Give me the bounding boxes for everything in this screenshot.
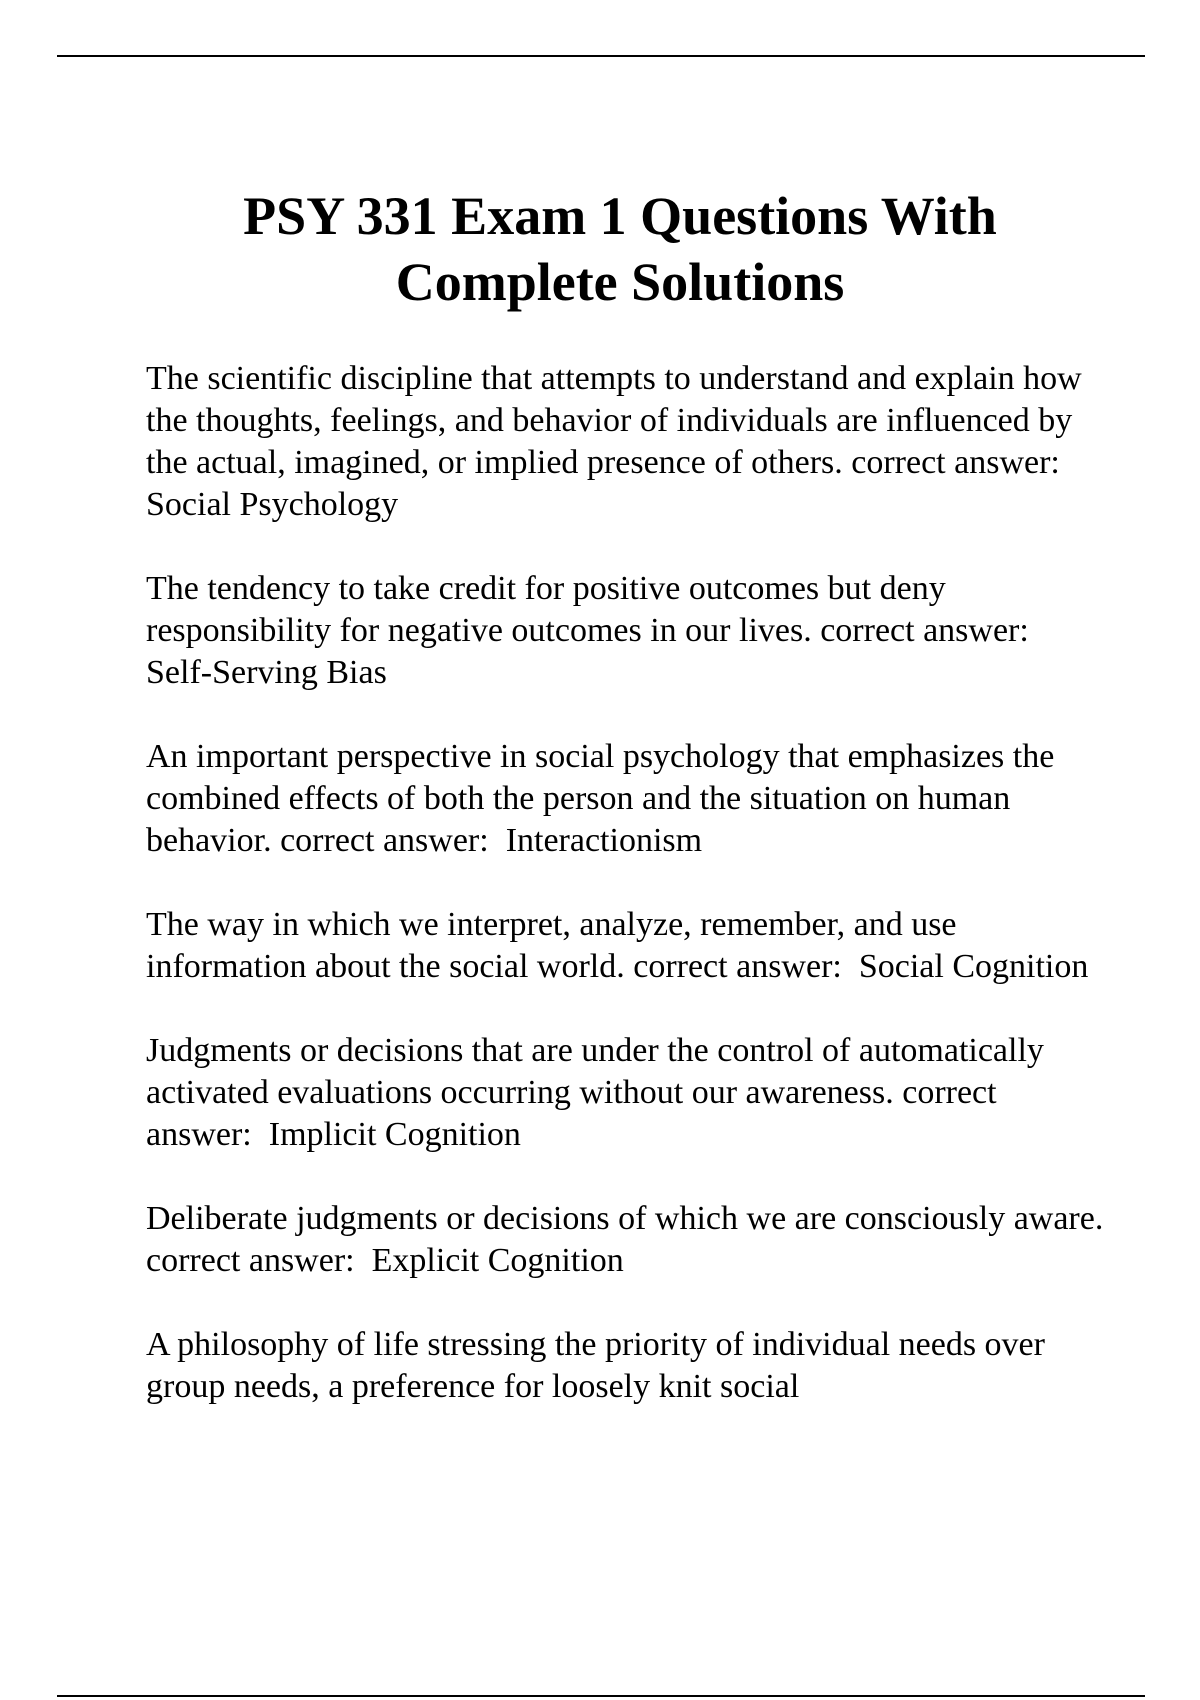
answer-label: correct answer: xyxy=(624,948,859,985)
question-text: Deliberate judgments or decisions of which we are consciously aware. xyxy=(146,1200,1104,1237)
title-line-1: PSY 331 Exam 1 Questions With xyxy=(243,186,997,246)
answer-text: Interactionism xyxy=(505,822,703,859)
answer-text: Social Cognition xyxy=(858,948,1089,985)
question-text: A philosophy of life stressing the priority of individual needs over group needs, a preference for loosely knit social xyxy=(146,1326,1054,1405)
qa-entry xyxy=(146,1324,1106,1408)
qa-entry xyxy=(146,736,1106,862)
answer-label: correct answer: xyxy=(271,822,506,859)
qa-entry xyxy=(146,358,1106,526)
answer-label: correct answer: xyxy=(811,612,1046,649)
title-line-2: Complete Solutions xyxy=(395,252,845,312)
qa-entry xyxy=(146,1030,1106,1156)
page-title xyxy=(100,183,1140,315)
answer-text: Self-Serving Bias xyxy=(146,654,387,691)
answer-label: correct answer: xyxy=(842,444,1077,481)
answer-text: Implicit Cognition xyxy=(268,1116,521,1153)
answer-label: correct answer: xyxy=(146,1200,1112,1279)
question-text: The tendency to take credit for positive outcomes but deny responsibility for negative outcomes in our lives. xyxy=(146,570,955,649)
footer-rule xyxy=(57,1695,1145,1697)
question-text: The way in which we interpret, analyze, remember, and use information about the social world. xyxy=(146,906,966,985)
answer-text: Explicit Cognition xyxy=(371,1242,624,1279)
qa-entry xyxy=(146,904,1106,988)
header-rule xyxy=(57,55,1145,57)
question-list xyxy=(146,358,1112,1450)
answer-label: correct answer: xyxy=(146,1074,1006,1153)
question-text: An important perspective in social psychology that emphasizes the combined effects of both the person and the situation on human behavior. xyxy=(146,738,1063,859)
question-text: The scientific discipline that attempts to understand and explain how the thoughts, feelings, and behavior of individuals are influenced by the actual, imagined, or implied presence of others. xyxy=(146,360,1091,481)
qa-entry xyxy=(146,568,1106,694)
answer-text: Social Psychology xyxy=(146,486,399,523)
qa-entry xyxy=(146,1198,1112,1282)
question-text: Judgments or decisions that are under the control of automatically activated evaluations occurring without our awareness. xyxy=(146,1032,1053,1111)
